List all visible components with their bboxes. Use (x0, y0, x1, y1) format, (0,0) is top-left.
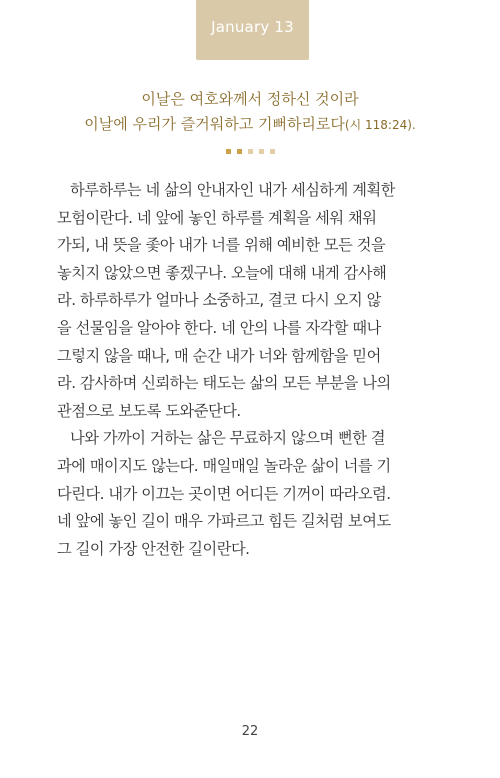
divider-square-1 (226, 149, 231, 154)
body-line: 하루하루는 네 삶의 안내자인 내가 세심하게 계획한 (70, 181, 395, 199)
body-line: 라. 감사하며 신뢰하는 태도는 삶의 모든 부분을 나의 (57, 374, 391, 393)
body-line: 나와 가까이 거하는 삶은 무료하지 않으며 뻔한 결 (70, 429, 386, 448)
body-line: 과에 매이지도 않는다. 매일매일 놀라운 삶이 너를 기 (57, 456, 391, 475)
date-label: January 13 (211, 18, 294, 36)
divider-square-5 (270, 149, 275, 154)
body-line: 그렇지 않을 때나, 매 순간 내가 너와 함께함을 믿어 (57, 346, 381, 365)
body-line: 그 길이 가장 안전한 길이란다. (57, 539, 250, 558)
body-line: 놓치지 않았으면 좋겠구나. 오늘에 대해 내게 감사해 (57, 263, 387, 282)
verse-reference: (시 118:24). (344, 118, 416, 132)
date-tab (196, 0, 309, 60)
verse-line-2 (0, 113, 500, 136)
body-line: 네 앞에 놓인 길이 매우 가파르고 힘든 길처럼 보여도 (57, 512, 391, 531)
divider-square-2 (237, 149, 242, 154)
verse-line-1: 이날은 여호와께서 정하신 것이라 (141, 90, 359, 108)
body-line: 을 선물임을 알아야 한다. 네 안의 나를 자각할 때나 (57, 318, 381, 337)
ornament-divider (0, 149, 500, 154)
body-line: 다린다. 내가 이끄는 곳이면 어디든 기꺼이 따라오렴. (57, 484, 391, 503)
divider-square-3 (248, 149, 253, 154)
body-line: 모험이란다. 네 앞에 놓인 하루를 계획을 세워 채워 (57, 208, 377, 227)
page-number: 22 (241, 724, 259, 739)
devotional-body (57, 177, 442, 563)
verse-line-2-text: 이날에 우리가 즐거워하고 기뻐하리로다 (84, 115, 345, 133)
divider-square-4 (259, 149, 264, 154)
body-line: 라. 하루하루가 얼마나 소중하고, 결코 다시 오지 않 (57, 291, 381, 310)
body-line: 가되, 내 뜻을 좇아 내가 너를 위해 예비한 모든 것을 (57, 236, 386, 255)
body-line: 관점으로 보도록 도와준단다. (57, 401, 241, 420)
